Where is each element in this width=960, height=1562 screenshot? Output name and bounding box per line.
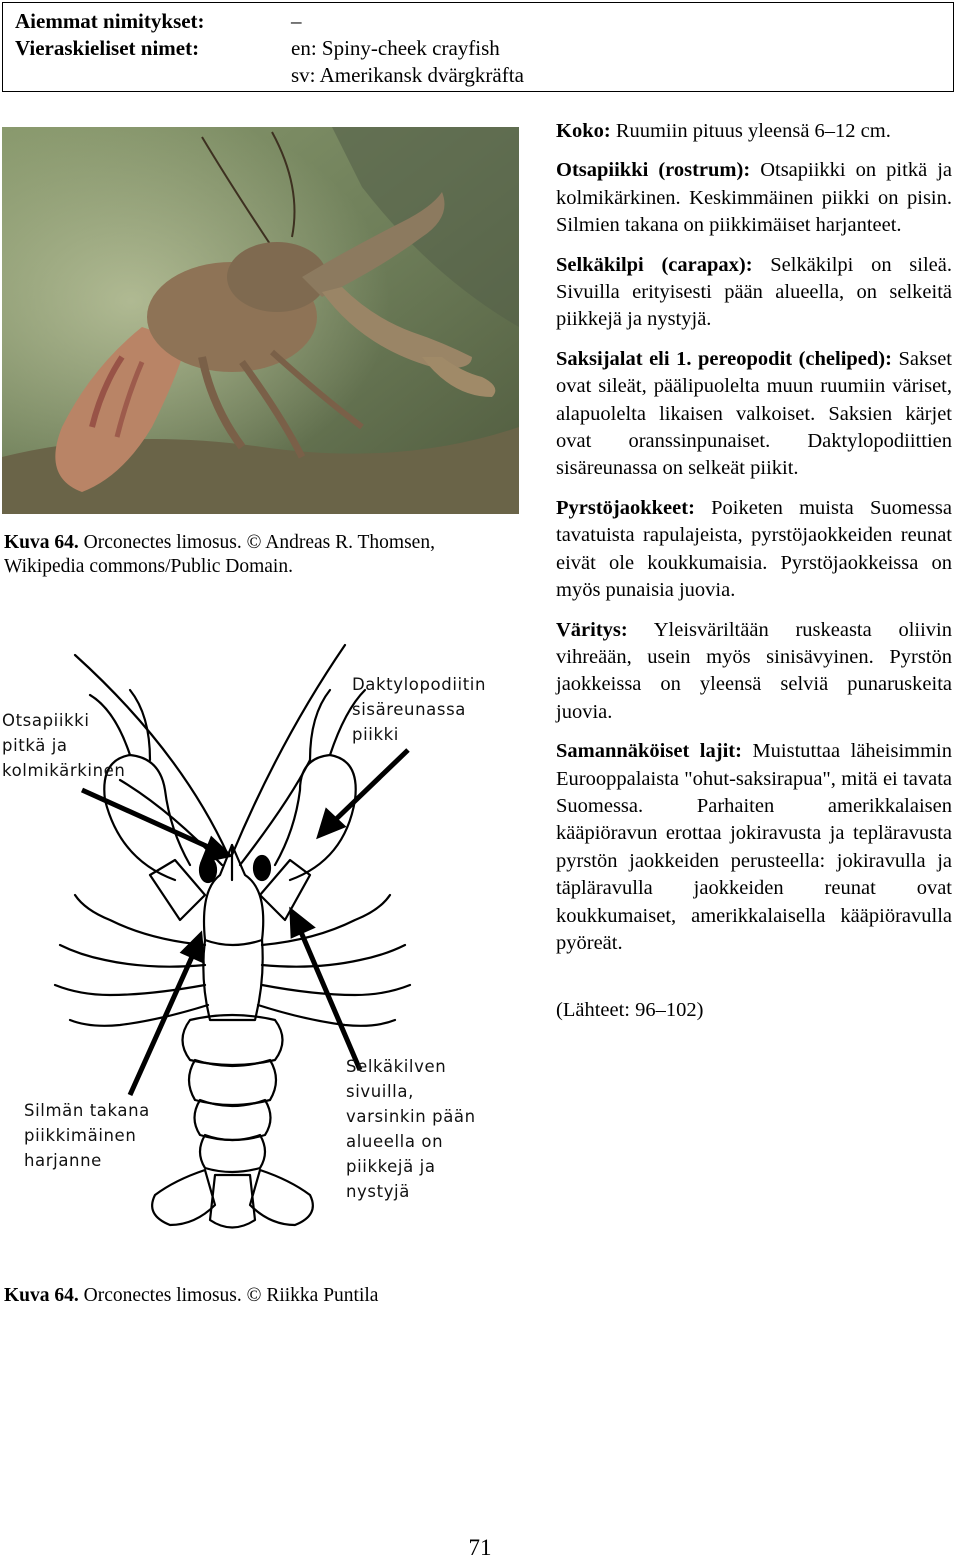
drawing-caption bbox=[4, 1284, 378, 1308]
desc-similar-species: Samannäköiset lajit: Muistuttaa läheisimmin Eurooppalaista "ohut-saksirapua", mitä ei tavata Suomessa. Parhaiten amerikkalaisen kääpiöravun erottaa jokiravusta ja tepläravusta pyrstön jaokkeiden perusteella: jokiravulla ja täpläravulla jaokkeiden reunat ovat koukkumaiset, amerikkalaisella kääpiöravulla pyöreät. bbox=[556, 740, 952, 954]
crayfish-photo-illustration bbox=[2, 127, 519, 514]
former-names-value: – bbox=[291, 9, 302, 33]
alt-names-box bbox=[2, 2, 954, 92]
desc-chelipeds: Saksijalat eli 1. pereopodit (cheliped): Sakset ovat sileät, päälipuolelta muun ruumiin väriset, alapuolelta likaisen valkoiset. Saksien kärjet ovat oranssinpunaiset. Daktylopodiittien sisäreunassa on selkeät piikit. bbox=[556, 347, 952, 480]
desc-size: Koko: Ruumiin pituus yleensä 6–12 cm. bbox=[556, 120, 891, 142]
label-dactylopodite: Daktylopodiitin sisäreunassa piikki bbox=[352, 675, 487, 744]
desc-rostrum: Otsapiikki (rostrum): Otsapiikki on pitkä ja kolmikärkinen. Keskimmäinen piikki on pisin. Silmien takana on piikkimäiset harjanteet. bbox=[556, 159, 952, 237]
desc-coloration: Väritys: Yleisväriltään ruskeasta oliivin vihreään, usein myös sinisävyinen. Pyrstön jaokkeissa on yleensä selviä punaruskeita juovia. bbox=[556, 618, 952, 723]
page-number: 71 bbox=[468, 1535, 492, 1560]
photo-caption-text: Orconectes limosus. © Andreas R. Thomsen, bbox=[78, 532, 435, 553]
desc-carapace: Selkäkilpi (carapax): Selkäkilpi on sileä. Sivuilla erityisesti pään alueella, on selkeitä piikkejä ja nystyjä. bbox=[556, 253, 952, 331]
label-carapace-sides: Selkäkilven sivuilla, varsinkin pään alueella on piikkejä ja nystyjä bbox=[346, 1057, 476, 1201]
foreign-name-en: en: Spiny-cheek crayfish bbox=[291, 36, 500, 60]
species-description bbox=[556, 118, 952, 1037]
label-eye-ridge: Silmän takana piikkimäinen harjanne bbox=[24, 1101, 150, 1170]
photo-caption-line2: Wikipedia commons/Public Domain. bbox=[4, 556, 293, 577]
foreign-name-sv: sv: Amerikansk dvärgkräfta bbox=[291, 63, 524, 87]
crayfish-photo bbox=[2, 127, 519, 514]
label-rostrum: Otsapiikki pitkä ja kolmikärkinen bbox=[2, 711, 126, 780]
photo-caption bbox=[4, 531, 435, 579]
drawing-caption-text: Orconectes limosus. © Riikka Puntila bbox=[78, 1285, 379, 1306]
desc-sources: (Lähteet: 96–102) bbox=[556, 999, 704, 1022]
photo-caption-prefix: Kuva 64. bbox=[4, 532, 79, 553]
drawing-caption-prefix: Kuva 64. bbox=[4, 1285, 79, 1306]
desc-tail-segments: Pyrstöjaokkeet: Poiketen muista Suomessa tavatuista rapulajeista, pyrstöjaokkeiden reunat eivät ole koukkumaisia. Pyrstöjaokkeissa on myös punaisia juovia. bbox=[556, 496, 952, 602]
foreign-names-label: Vieraskieliset nimet: bbox=[15, 36, 200, 60]
former-names-label: Aiemmat nimitykset: bbox=[15, 9, 205, 33]
